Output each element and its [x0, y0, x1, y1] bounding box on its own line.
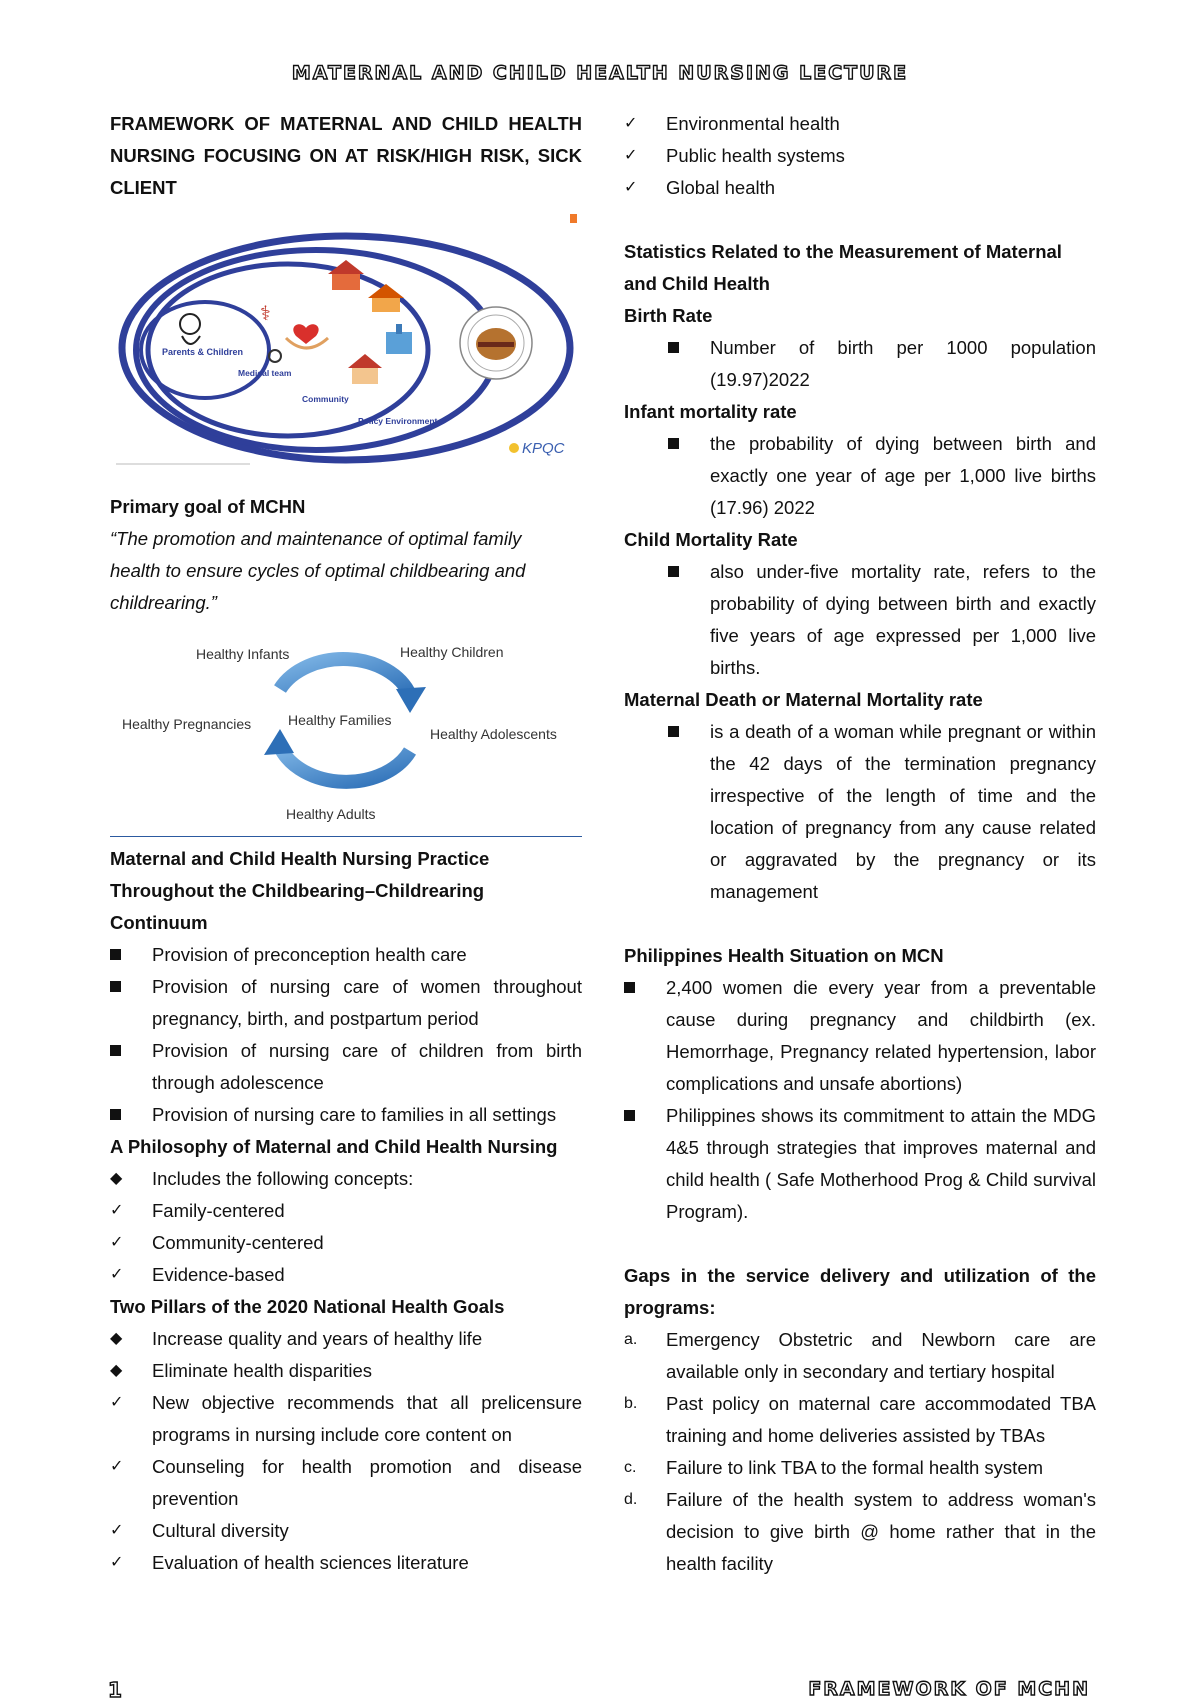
list-item: 2,400 women die every year from a preventable cause during pregnancy and childbirth (ex. Hemorrhage, Pregnancy related hypertension, labor complications and unsafe abortions) [624, 972, 1096, 1100]
footer-title: FRAMEWORK OF MCHN [808, 1678, 1090, 1700]
svg-text:⚕: ⚕ [260, 303, 271, 325]
right-column [624, 108, 1096, 1580]
kpqc-logo: KPQC [522, 440, 565, 457]
top-check-list [624, 108, 1096, 204]
left-column [110, 108, 582, 1579]
list-item: Provision of nursing care of children from birth through adolescence [110, 1035, 582, 1099]
cycle-adolescents: Healthy Adolescents [430, 726, 557, 742]
birth-rate-heading: Birth Rate [624, 305, 713, 326]
cycle-pregnancies: Healthy Pregnancies [122, 716, 252, 732]
framework-title: FRAMEWORK OF MATERNAL AND CHILD HEALTH NURSING FOCUSING ON AT RISK/HIGH RISK, SICK CLIENT [110, 113, 582, 198]
list-item: ✓ Global health [624, 177, 776, 198]
maternal-mortality-heading: Maternal Death or Maternal Mortality rate [624, 689, 983, 710]
infant-mortality-heading: Infant mortality rate [624, 401, 797, 422]
list-item: Provision of preconception health care [110, 939, 582, 971]
list-item: ✓ Evaluation of health sciences literature [110, 1552, 469, 1573]
list-item: is a death of a woman while pregnant or within the 42 days of the termination pregnancy irrespective of the length of time and the location of pregnancy from any cause related or aggravated by the pregnancy or its management [624, 716, 1096, 908]
list-item: ✓ New objective recommends that all prelicensure programs in nursing include core content on [110, 1392, 582, 1445]
cycle-center: Healthy Families [288, 712, 392, 728]
ph-situation-list [624, 972, 1096, 1228]
gaps-heading: Gaps in the service delivery and utilization of the programs: [624, 1265, 1096, 1318]
list-item: ✓ Family-centered [110, 1200, 285, 1221]
label-parents-children: Parents & Children [162, 347, 244, 357]
page-number: 1 [108, 1678, 122, 1702]
list-item: ◆ Eliminate health disparities [110, 1360, 373, 1381]
list-item: d. Failure of the health system to address woman's decision to give birth @ home rather that in the health facility [624, 1489, 1096, 1574]
child-mortality-heading: Child Mortality Rate [624, 529, 798, 550]
cycle-adults: Healthy Adults [286, 806, 376, 822]
list-item: also under-five mortality rate, refers to the probability of dying between birth and exactly five years of age expressed per 1,000 live births. [624, 556, 1096, 684]
birth-rate-list [624, 332, 1096, 396]
list-item: ✓ Cultural diversity [110, 1520, 289, 1541]
list-item: ✓ Community-centered [110, 1232, 324, 1253]
label-policy-environment: Policy Environment [358, 416, 438, 426]
cycle-infants: Healthy Infants [196, 646, 290, 662]
practice-heading-2: Throughout the Childbearing–Childrearing Continuum [110, 880, 485, 933]
philosophy-heading: A Philosophy of Maternal and Child Health Nursing [110, 1136, 558, 1157]
practice-list [110, 939, 582, 1131]
pillars-heading: Two Pillars of the 2020 National Health Goals [110, 1296, 505, 1317]
stats-heading: Statistics Related to the Measurement of Maternal and Child Health [624, 241, 1062, 294]
list-item: b. Past policy on maternal care accommodated TBA training and home deliveries assisted by TBAs [624, 1393, 1096, 1446]
practice-heading-1: Maternal and Child Health Nursing Practice [110, 848, 490, 869]
goal-quote: “The promotion and maintenance of optimal family health to ensure cycles of optimal childbearing and childrearing.” [110, 528, 526, 613]
philosophy-list [110, 1163, 582, 1291]
child-mortality-list [624, 556, 1096, 684]
list-item: ◆ Includes the following concepts: [110, 1168, 414, 1189]
list-item: Provision of nursing care of women throughout pregnancy, birth, and postpartum period [110, 971, 582, 1035]
pillars-list [110, 1323, 582, 1579]
list-item: the probability of dying between birth and exactly one year of age per 1,000 live births (17.96) 2022 [624, 428, 1096, 524]
list-item: Number of birth per 1000 population (19.97)2022 [624, 332, 1096, 396]
list-item: Provision of nursing care to families in all settings [110, 1099, 582, 1131]
divider [110, 836, 582, 837]
framework-diagram [110, 210, 582, 480]
list-item: ✓ Counseling for health promotion and disease prevention [110, 1456, 582, 1509]
list-item: ✓ Evidence-based [110, 1264, 285, 1285]
list-item: a. Emergency Obstetric and Newborn care are available only in secondary and tertiary hospital [624, 1329, 1096, 1382]
list-item: c. Failure to link TBA to the formal health system [624, 1457, 1044, 1478]
label-community: Community [302, 394, 349, 404]
list-item: ✓ Environmental health [624, 113, 840, 134]
goal-heading: Primary goal of MCHN [110, 496, 306, 517]
healthy-families-cycle [110, 629, 582, 829]
maternal-mortality-list [624, 716, 1096, 908]
label-medical-team: Medical team [238, 368, 292, 378]
ph-situation-heading: Philippines Health Situation on MCN [624, 945, 944, 966]
infant-mortality-list [624, 428, 1096, 524]
list-item: Philippines shows its commitment to attain the MDG 4&5 through strategies that improves maternal and child health ( Safe Motherhood Prog & Child survival Program). [624, 1100, 1096, 1228]
page-header: MATERNAL AND CHILD HEALTH NURSING LECTURE [291, 62, 909, 84]
gaps-list [624, 1324, 1096, 1580]
list-item: ◆ Increase quality and years of healthy life [110, 1328, 483, 1349]
list-item: ✓ Public health systems [624, 145, 845, 166]
cycle-children: Healthy Children [400, 644, 504, 660]
